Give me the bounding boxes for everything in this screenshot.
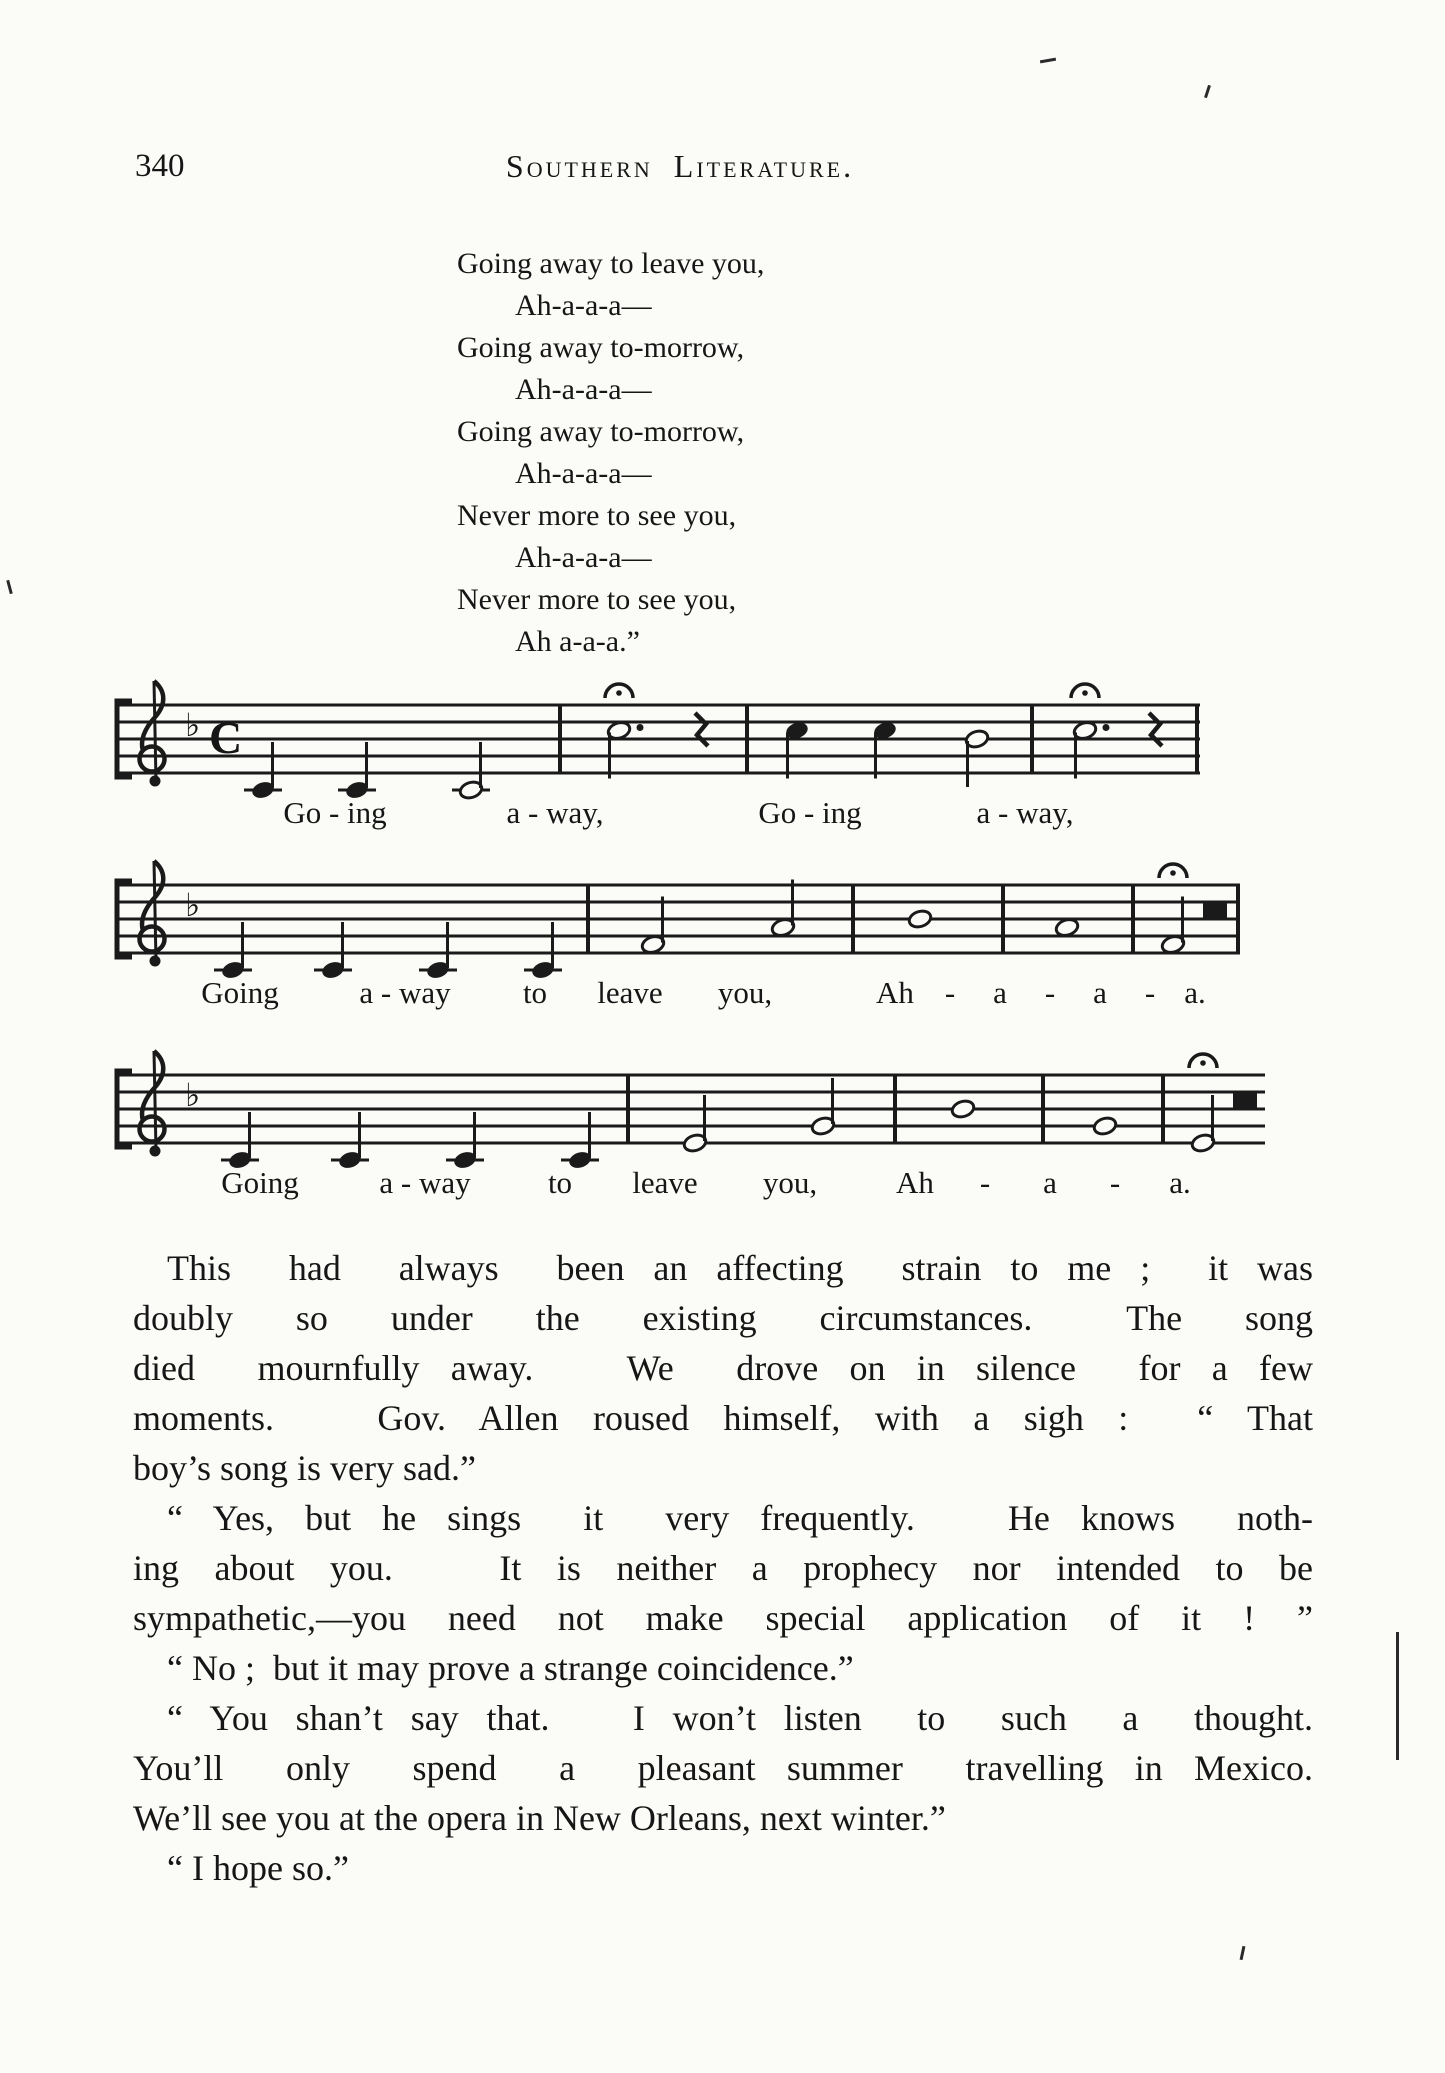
half-note [950,1098,976,1119]
prose-line: boy’s song is very sad.” [133,1448,476,1488]
prose-line: “ Yes, but he sings it very frequently. He knows noth- [167,1498,1313,1538]
poem-line: Ah-a-a-a— [515,289,652,322]
prose-line: You’ll only spend a pleasant summer travelling in Mexico. [133,1748,1313,1788]
lyric-token: - [1109,1165,1121,1200]
fermata-icon [1159,864,1187,878]
lyric-token: a - way [359,975,451,1010]
music-system-1 [105,665,1265,865]
prose-line: This had always been an affecting strain to me ; it was [167,1248,1313,1288]
prose-line: ing about you. It is neither a prophecy nor intended to be [133,1548,1313,1588]
lyric-token: you, [717,975,773,1010]
prose-line: “ No ; but it may prove a strange coincidence.” [167,1648,854,1688]
prose-line: doubly so under the existing circumstances. The song [133,1298,1313,1338]
lyric-token: Ah [896,1165,934,1200]
poem-line: Going away to leave you, [457,247,765,280]
music-system-2 [105,845,1265,1045]
poem-line: Ah a-a-a.” [515,625,640,658]
treble-clef-icon [140,681,165,787]
prose-line: moments. Gov. Allen roused himself, with a sigh : “ That [133,1398,1313,1438]
lyric-token: Ah [876,975,914,1010]
lyric-token: Go - ing [758,795,862,830]
flat-sign: ♭ [185,1076,201,1114]
augmentation-dot [1103,724,1110,731]
lyric-token: to [522,975,548,1010]
scan-artifact [1204,85,1211,98]
lyric-token: leave [597,975,663,1010]
scan-artifact [1396,1632,1399,1760]
quarter-rest [1149,713,1162,746]
flat-sign: ♭ [185,886,201,924]
lyric-token: a - way, [976,795,1074,830]
final-hold-block [1233,1093,1257,1110]
lyric-token: you, [762,1165,818,1200]
poem-line: Never more to see you, [457,583,737,616]
fermata-icon [1189,1054,1217,1068]
lyric-token: - [944,975,956,1010]
half-note [1092,1115,1118,1136]
half-note [907,908,933,929]
lyric-token: a - way [379,1165,471,1200]
prose-line: We’ll see you at the opera in New Orleans, next winter.” [133,1798,946,1838]
song-verse [457,243,764,663]
poem-line: Ah-a-a-a— [515,373,652,406]
fermata-icon [1071,684,1099,698]
poem-line: Ah-a-a-a— [515,541,652,574]
lyric-token: to [547,1165,573,1200]
lyric-token: Go - ing [283,795,387,830]
flat-sign: ♭ [185,706,201,744]
lyric-token: Going [221,1165,299,1200]
poem-line: Ah-a-a-a— [515,457,652,490]
quarter-rest [695,713,708,746]
scan-artifact [6,580,13,594]
final-hold-block [1203,903,1227,920]
augmentation-dot [637,724,644,731]
treble-clef-icon [140,861,165,967]
fermata-icon [605,684,633,698]
lyric-token: a [1093,975,1107,1010]
scan-artifact [1240,1946,1246,1960]
lyric-token: a - way, [506,795,604,830]
lyric-token: a. [1169,1165,1191,1200]
prose-line: “ You shan’t say that. I won’t listen to such a thought. [167,1698,1313,1738]
poem-line: Going away to-morrow, [457,331,745,364]
scan-artifact [1040,58,1056,64]
lyric-token: leave [632,1165,698,1200]
prose-line: sympathetic,—you need not make special application of it ! ” [133,1598,1313,1638]
poem-line: Never more to see you, [457,499,737,532]
prose-line: “ I hope so.” [167,1848,349,1888]
lyric-token: a [1043,1165,1057,1200]
page-number: 340 [135,148,185,184]
poem-line: Going away to-morrow, [457,415,745,448]
prose-line: died mournfully away. We drove on in silence for a few [133,1348,1313,1388]
lyric-token: - [1144,975,1156,1010]
lyric-token: a. [1184,975,1206,1010]
running-header: Southern Literature. [505,148,855,184]
treble-clef-icon [140,1051,165,1157]
lyric-token: - [1044,975,1056,1010]
lyric-token: - [979,1165,991,1200]
time-signature: C [209,712,243,763]
music-system-3 [105,1035,1265,1235]
lyric-token: Going [201,975,279,1010]
lyric-token: a [993,975,1007,1010]
prose-text [133,1243,1313,1893]
